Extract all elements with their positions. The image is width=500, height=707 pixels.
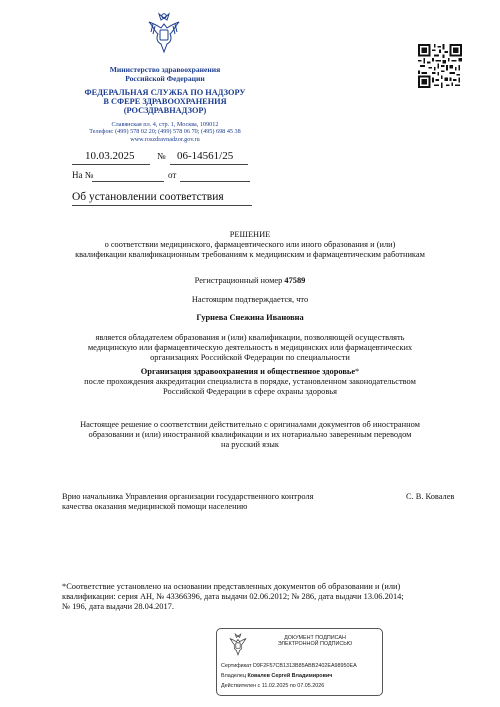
number-underline — [170, 164, 248, 165]
validity-text — [40, 420, 460, 450]
footnote-line-1: *Соответствие установлено на основании представленных документов об образовании и (или) — [62, 582, 401, 591]
subject-underline — [72, 205, 252, 206]
decision-about — [40, 240, 460, 260]
specialty-name: Организация здравоохранения и общественное здоровье — [140, 367, 356, 376]
validity-line-2: образовании и (или) иностранной квалификации и их нотариально заверенным переводом — [88, 430, 412, 439]
accreditation-text — [40, 377, 460, 397]
accreditation-line-2: Российской Федерации в сфере охраны здоровья — [163, 387, 337, 396]
holder-line-2: медицинскую или фармацевтическую деятельность в медицинских или фармацевтических — [87, 343, 413, 352]
agency-line-3: (РОСЗДРАВНАДЗОР) — [123, 106, 207, 116]
holder-line-3: организациях Российской Федерации по специальности — [150, 353, 350, 362]
esign-title-line-2: ЭЛЕКТРОННОЙ ПОДПИСЬЮ — [277, 641, 353, 648]
agency-contacts — [40, 121, 290, 143]
esign-certificate-value: D9F2F57CB1313B85ABB2402EA98950EA — [253, 663, 357, 669]
registration-number-label: Регистрационный номер — [194, 276, 283, 285]
ministry-line-1: Министерство здравоохранения — [109, 65, 221, 74]
holder-line-1: является обладателем образования и (или) квалификации, позволяющей осуществлять — [95, 333, 405, 342]
ministry-name — [40, 66, 290, 83]
agency-phone: Телефон: (499) 578 02 20; (499) 578 06 70; (495) 698 45 38 — [89, 128, 241, 136]
signer-position-line-2: качества оказания медицинской помощи населению — [62, 502, 248, 511]
esign-title — [265, 635, 365, 648]
esign-validity-value: с 11.02.2025 по 07.05.2026 — [257, 683, 325, 689]
reference-date-label: от — [168, 170, 177, 180]
footnote-line-2: квалификации: серия АН, № 43366396, дата выдачи 02.06.2012; № 286, дата выдачи 13.06.2014; — [62, 592, 404, 601]
registration-number-line — [40, 276, 460, 286]
electronic-signature-stamp — [216, 628, 383, 696]
number-sign: № — [157, 151, 166, 161]
signer-position — [62, 492, 314, 512]
coat-of-arms-icon — [145, 12, 183, 56]
registration-number-value: 47589 — [284, 276, 306, 285]
footnote — [62, 582, 462, 612]
esign-certificate-label: Сертификат — [221, 663, 252, 669]
esign-title-line-1: ДОКУМЕНТ ПОДПИСАН — [284, 635, 346, 641]
esign-owner — [221, 673, 332, 679]
reference-date-underline — [180, 181, 250, 182]
coat-of-arms-icon — [227, 633, 249, 657]
esign-owner-label: Владелец — [221, 673, 246, 679]
validity-line-1: Настоящее решение о соответствии действительно с оригиналами документов об иностранном — [80, 420, 420, 429]
document-number: 06-14561/25 — [177, 150, 234, 162]
esign-owner-value: Ковалев Сергей Владимирович — [247, 673, 333, 679]
date-underline — [72, 164, 150, 165]
validity-line-3: на русский язык — [221, 440, 279, 449]
confirmation-text: Настоящим подтверждается, что — [191, 295, 309, 304]
agency-line-1: ФЕДЕРАЛЬНАЯ СЛУЖБА ПО НАДЗОРУ — [84, 88, 246, 97]
decision-about-line-1: о соответствии медицинского, фармацевтического или иного образования и (или) — [104, 240, 396, 249]
agency-name — [40, 88, 290, 116]
esign-validity-label: Действителен — [221, 683, 257, 689]
esign-certificate — [221, 663, 357, 669]
agency-address: Славянская пл. 4, стр. 1, Москва, 109012 — [111, 121, 219, 128]
decision-title: РЕШЕНИЕ — [229, 230, 271, 239]
specialty-line — [40, 367, 460, 377]
document-date: 10.03.2025 — [85, 150, 135, 162]
agency-website: www.roszdravnadzor.gov.ru — [130, 135, 200, 143]
agency-line-2: В СФЕРЕ ЗДРАВООХРАНЕНИЯ — [103, 97, 227, 107]
reference-number-underline — [92, 181, 164, 182]
footnote-line-3: № 196, дата выдачи 28.04.2017. — [62, 602, 174, 611]
accreditation-line-1: после прохождения аккредитации специалиста в порядке, установленном законодательством — [84, 377, 416, 386]
specialty-footnote-mark: * — [355, 367, 360, 376]
signer-position-line-1: Врио начальника Управления организации государственного контроля — [62, 492, 314, 501]
holder-text — [40, 333, 460, 363]
reference-number-label: На № — [72, 170, 94, 180]
document-subject: Об установлении соответствия — [72, 191, 224, 203]
esign-validity — [221, 683, 324, 689]
decision-about-line-2: квалификации квалификационным требованиям к медицинским и фармацевтическим работникам — [75, 250, 425, 259]
signer-name: С. В. Ковалев — [406, 492, 455, 501]
person-name: Гурнева Снежина Ивановна — [196, 313, 304, 322]
qr-code — [418, 44, 462, 88]
ministry-line-2: Российской Федерации — [125, 73, 205, 83]
